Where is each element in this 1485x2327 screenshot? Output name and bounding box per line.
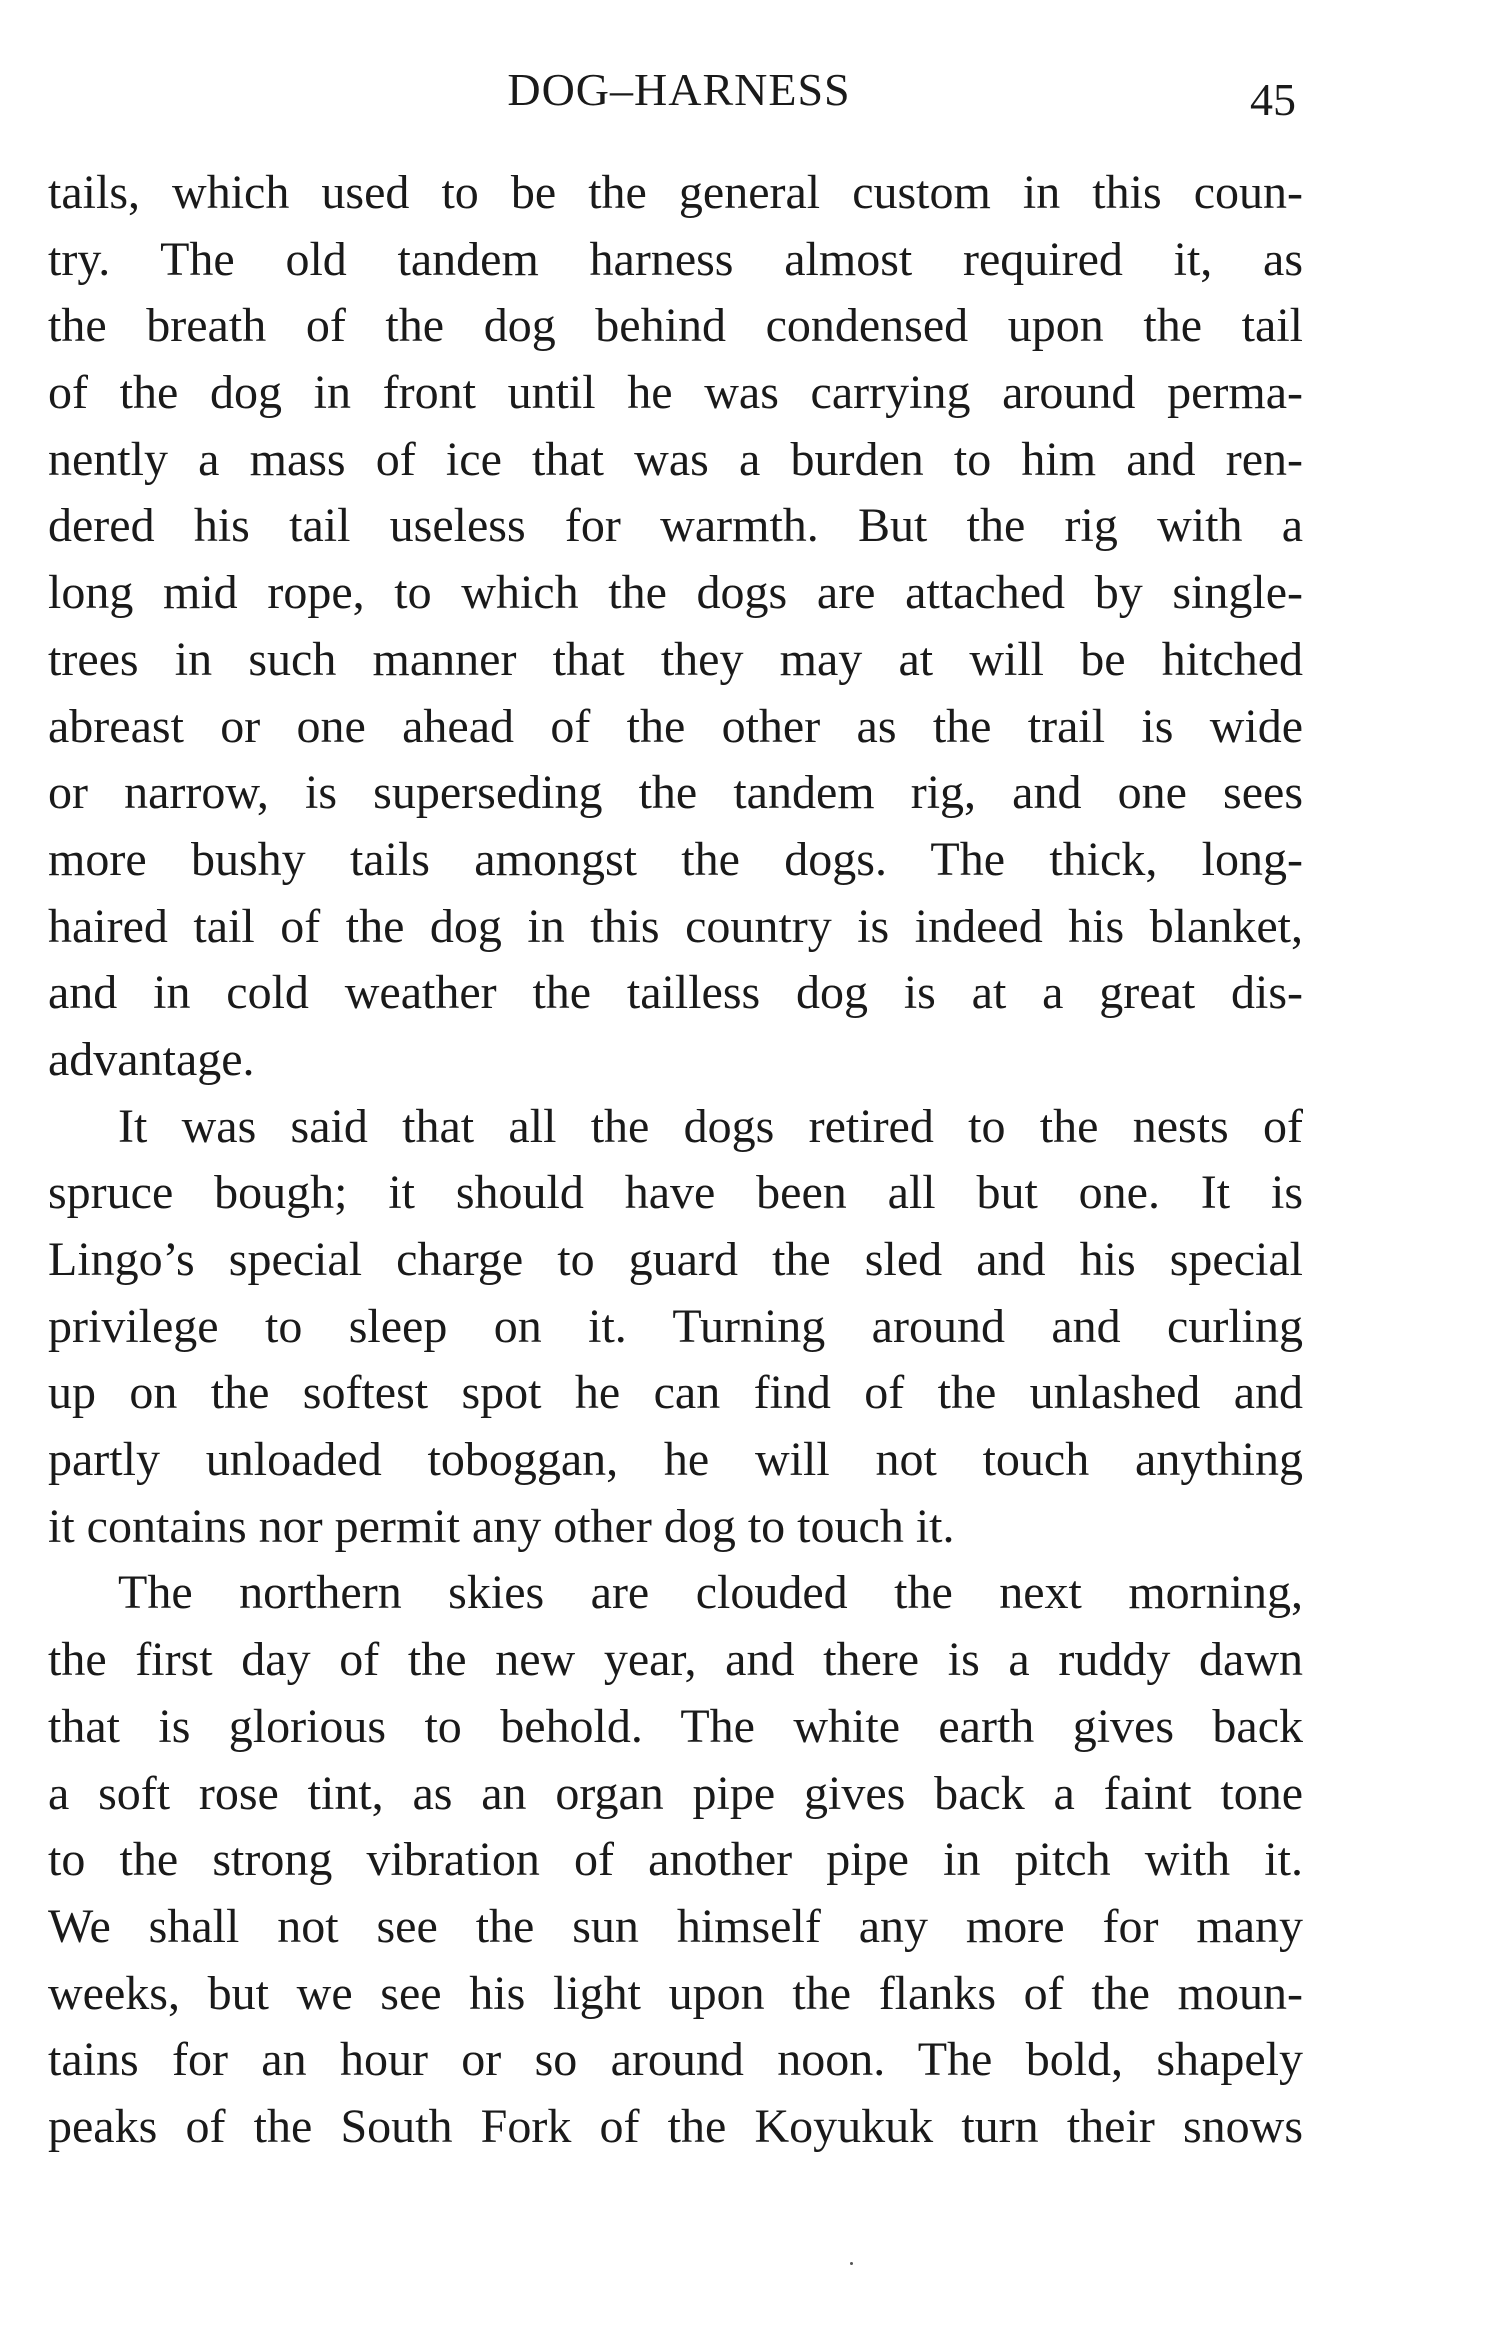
text-line: nently a mass of ice that was a burden to him and ren- bbox=[48, 432, 1303, 486]
text-line: weeks, but we see his light upon the flanks of the moun- bbox=[48, 1966, 1303, 2020]
text-line: privilege to sleep on it. Turning around and curling bbox=[48, 1299, 1303, 1353]
text-line: it contains nor permit any other dog to touch it. bbox=[48, 1499, 955, 1553]
text-line: We shall not see the sun himself any more for many bbox=[48, 1899, 1303, 1953]
running-head bbox=[0, 60, 1485, 125]
text-line: or narrow, is superseding the tandem rig, and one sees bbox=[48, 766, 1303, 820]
text-line: up on the softest spot he can find of the unlashed and bbox=[48, 1366, 1303, 1420]
text-line: that is glorious to behold. The white earth gives back bbox=[48, 1699, 1303, 1753]
text-line: trees in such manner that they may at will be hitched bbox=[48, 632, 1303, 686]
text-line: peaks of the South Fork of the Koyukuk turn their snows bbox=[48, 2099, 1303, 2153]
text-line: to the strong vibration of another pipe in pitch with it. bbox=[48, 1833, 1303, 1887]
text-line: The northern skies are clouded the next morning, bbox=[118, 1566, 1303, 1620]
text-line: advantage. bbox=[48, 1032, 255, 1086]
text-line: more bushy tails amongst the dogs. The thick, long- bbox=[48, 832, 1303, 886]
text-line: Lingo’s special charge to guard the sled and his special bbox=[48, 1233, 1303, 1286]
text-line: spruce bough; it should have been all but one. It is bbox=[48, 1166, 1303, 1220]
text-line: tails, which used to be the general custom in this coun- bbox=[48, 166, 1303, 219]
text-line: It was said that all the dogs retired to the nests of bbox=[118, 1099, 1303, 1153]
text-line: of the dog in front until he was carrying around perma- bbox=[48, 366, 1303, 420]
body-text bbox=[48, 160, 1303, 2161]
text-line: abreast or one ahead of the other as the trail is wide bbox=[48, 699, 1303, 753]
ink-speck bbox=[850, 2262, 853, 2265]
page-number: 45 bbox=[1250, 74, 1296, 125]
text-line: partly unloaded toboggan, he will not touch anything bbox=[48, 1433, 1303, 1487]
running-title: DOG–HARNESS bbox=[507, 64, 851, 115]
text-line: try. The old tandem harness almost required it, as bbox=[48, 232, 1303, 286]
text-line: tains for an hour or so around noon. The bold, shapely bbox=[48, 2033, 1303, 2087]
text-line: the breath of the dog behind condensed upon the tail bbox=[48, 299, 1303, 353]
text-line: the first day of the new year, and there is a ruddy dawn bbox=[48, 1633, 1303, 1687]
text-line: long mid rope, to which the dogs are attached by single- bbox=[48, 566, 1303, 620]
text-line: dered his tail useless for warmth. But the rig with a bbox=[48, 499, 1303, 553]
text-line: a soft rose tint, as an organ pipe gives back a faint tone bbox=[48, 1766, 1303, 1820]
text-line: haired tail of the dog in this country is indeed his blanket, bbox=[48, 899, 1303, 953]
text-line: and in cold weather the tailless dog is at a great dis- bbox=[48, 966, 1303, 1020]
